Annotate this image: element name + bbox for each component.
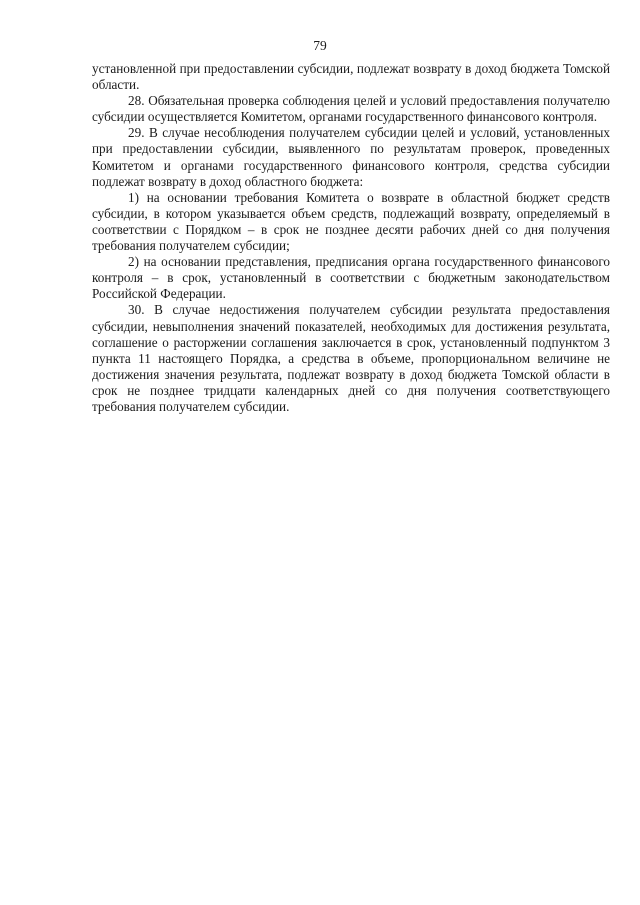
paragraph-29-item-2: 2) на основании представления, предписания органа государственного финансового контроля – в срок, установленный в соответствии с бюджетным законодательством Российской Федерации.: [92, 254, 610, 302]
page-number: 79: [313, 38, 327, 53]
paragraph-28: 28. Обязательная проверка соблюдения целей и условий предоставления получателю субсидии осуществляется Комитетом, органами государственного финансового контроля.: [92, 93, 610, 125]
paragraph-30: 30. В случае недостижения получателем субсидии результата предоставления субсидии, невыполнения значений показателей, необходимых для достижения результата, соглашение о расторжении соглашения заключается в срок, установленный подпунктом 3 пункта 11 настоящего Порядка, а средства в объеме, пропорциональном величине не достижения значения результата, подлежат возврату в доход бюджета Томской области в срок не позднее тридцати календарных дней со дня получения соответствующего требования получателем субсидии.: [92, 302, 610, 414]
paragraph-continuation: установленной при предоставлении субсидии, подлежат возврату в доход бюджета Томской области.: [92, 61, 610, 93]
paragraph-29: 29. В случае несоблюдения получателем субсидии целей и условий, установленных при предоставлении субсидии, выявленного по результатам проверок, проведенных Комитетом и органами государственного финансового контроля, средства субсидии подлежат возврату в доход областного бюджета:: [92, 125, 610, 189]
document-body: [92, 61, 610, 415]
paragraph-29-item-1: 1) на основании требования Комитета о возврате в областной бюджет средств субсидии, в котором указывается объем средств, подлежащий возврату, определяемый в соответствии с Порядком – в срок не позднее десяти рабочих дней со дня получения требования получателем субсидии;: [92, 189, 610, 254]
